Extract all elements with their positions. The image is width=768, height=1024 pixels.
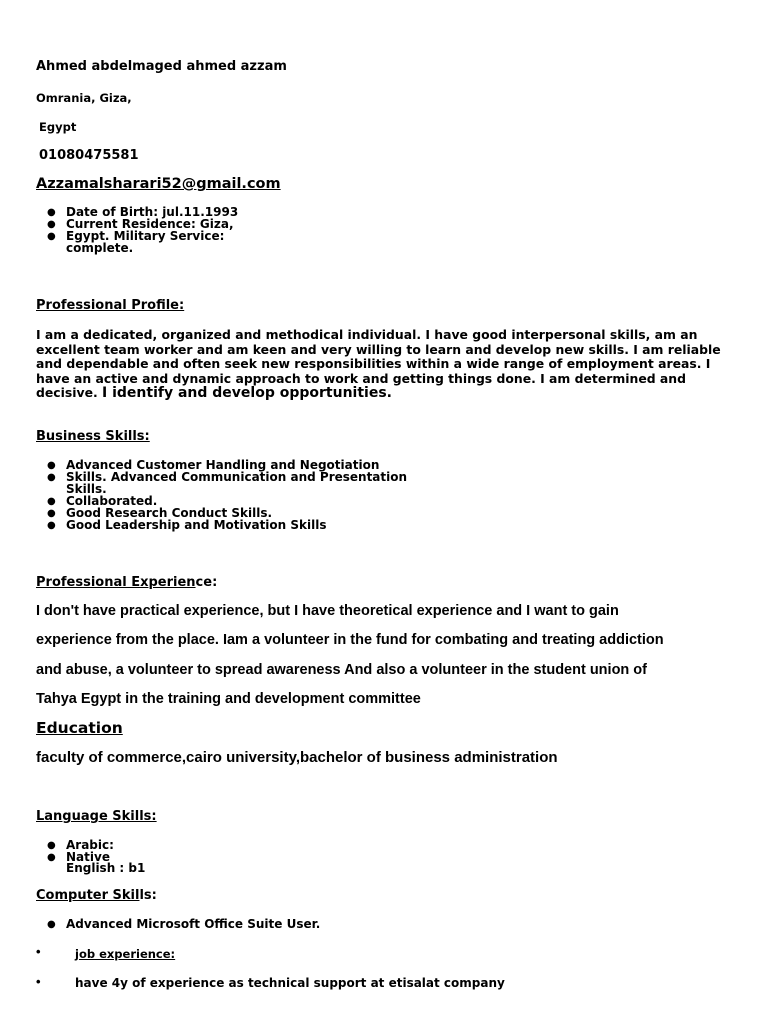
bullet-icon: ● bbox=[47, 460, 56, 471]
list-item: Current Residence: Giza, bbox=[66, 217, 234, 231]
bullet-icon: ● bbox=[47, 496, 56, 507]
bullet-icon: • bbox=[36, 944, 41, 959]
list-item: Advanced Customer Handling and Negotiation bbox=[66, 458, 380, 472]
experience-line: experience from the place. Iam a volunteer in the fund for combating and treating addiction bbox=[36, 632, 664, 648]
business-skills-heading: Business Skills: bbox=[36, 429, 150, 444]
list-item: Native bbox=[66, 850, 110, 864]
bullet-icon: ● bbox=[47, 919, 56, 930]
experience-heading bbox=[36, 575, 217, 590]
list-item: complete. bbox=[66, 241, 134, 255]
phone-number: 01080475581 bbox=[39, 148, 139, 163]
job-experience-label: job experience: bbox=[75, 947, 176, 961]
profile-heading: Professional Profile: bbox=[36, 298, 185, 313]
bullet-icon: ● bbox=[47, 840, 56, 851]
education-heading: Education bbox=[36, 719, 123, 737]
bullet-icon: ● bbox=[47, 219, 56, 230]
experience-heading-rest: ce: bbox=[195, 575, 218, 590]
bullet-icon: ● bbox=[47, 472, 56, 483]
education-text: faculty of commerce,cairo university,bachelor of business administration bbox=[36, 749, 558, 766]
profile-text-tail: I identify and develop opportunities. bbox=[102, 385, 392, 402]
job-experience-text: have 4y of experience as technical support at etisalat company bbox=[75, 976, 505, 990]
list-item: Skills. Advanced Communication and Presentation bbox=[66, 470, 408, 484]
list-item: English : b1 bbox=[66, 861, 146, 875]
experience-line: I don't have practical experience, but I have theoretical experience and I want to gain bbox=[36, 603, 619, 619]
list-item: Date of Birth: jul.11.1993 bbox=[66, 205, 239, 219]
computer-skills-heading-underlined: Computer Skil bbox=[36, 888, 140, 903]
experience-line: Tahya Egypt in the training and development committee bbox=[36, 691, 421, 707]
profile-paragraph bbox=[36, 328, 736, 401]
email-link[interactable]: Azzamalsharari52@gmail.com bbox=[36, 176, 281, 192]
bullet-icon: ● bbox=[47, 508, 56, 519]
profile-text: I am a dedicated, organized and methodical individual. I have good interpersonal skills, am an excellent team worker and am keen and very willing to learn and develop new skills. I am reliable and dependable and often seek new responsibilities within a wide range of employment areas. I have an active and dynamic approach to work and getting things done. I am determined and decisive. bbox=[36, 327, 721, 401]
language-skills-heading: Language Skills: bbox=[36, 809, 157, 824]
bullet-icon: ● bbox=[47, 207, 56, 218]
list-item: Good Research Conduct Skills. bbox=[66, 506, 273, 520]
bullet-icon: ● bbox=[47, 520, 56, 531]
experience-heading-underlined: Professional Experien bbox=[36, 575, 196, 590]
list-item: Good Leadership and Motivation Skills bbox=[66, 518, 327, 532]
list-item: Skills. bbox=[66, 482, 107, 496]
list-item: Advanced Microsoft Office Suite User. bbox=[66, 917, 321, 931]
list-item: Arabic: bbox=[66, 838, 114, 852]
computer-skills-heading bbox=[36, 888, 157, 903]
bullet-icon: ● bbox=[47, 231, 56, 242]
experience-line: and abuse, a volunteer to spread awareness And also a volunteer in the student union of bbox=[36, 662, 647, 678]
address-line-1: Omrania, Giza, bbox=[36, 91, 132, 105]
candidate-name: Ahmed abdelmaged ahmed azzam bbox=[36, 59, 287, 74]
computer-skills-heading-rest: ls: bbox=[139, 888, 157, 903]
bullet-icon: ● bbox=[47, 852, 56, 863]
address-line-2: Egypt bbox=[39, 120, 77, 134]
list-item: Collaborated. bbox=[66, 494, 158, 508]
list-item: Egypt. Military Service: bbox=[66, 229, 225, 243]
bullet-icon: • bbox=[36, 974, 41, 989]
